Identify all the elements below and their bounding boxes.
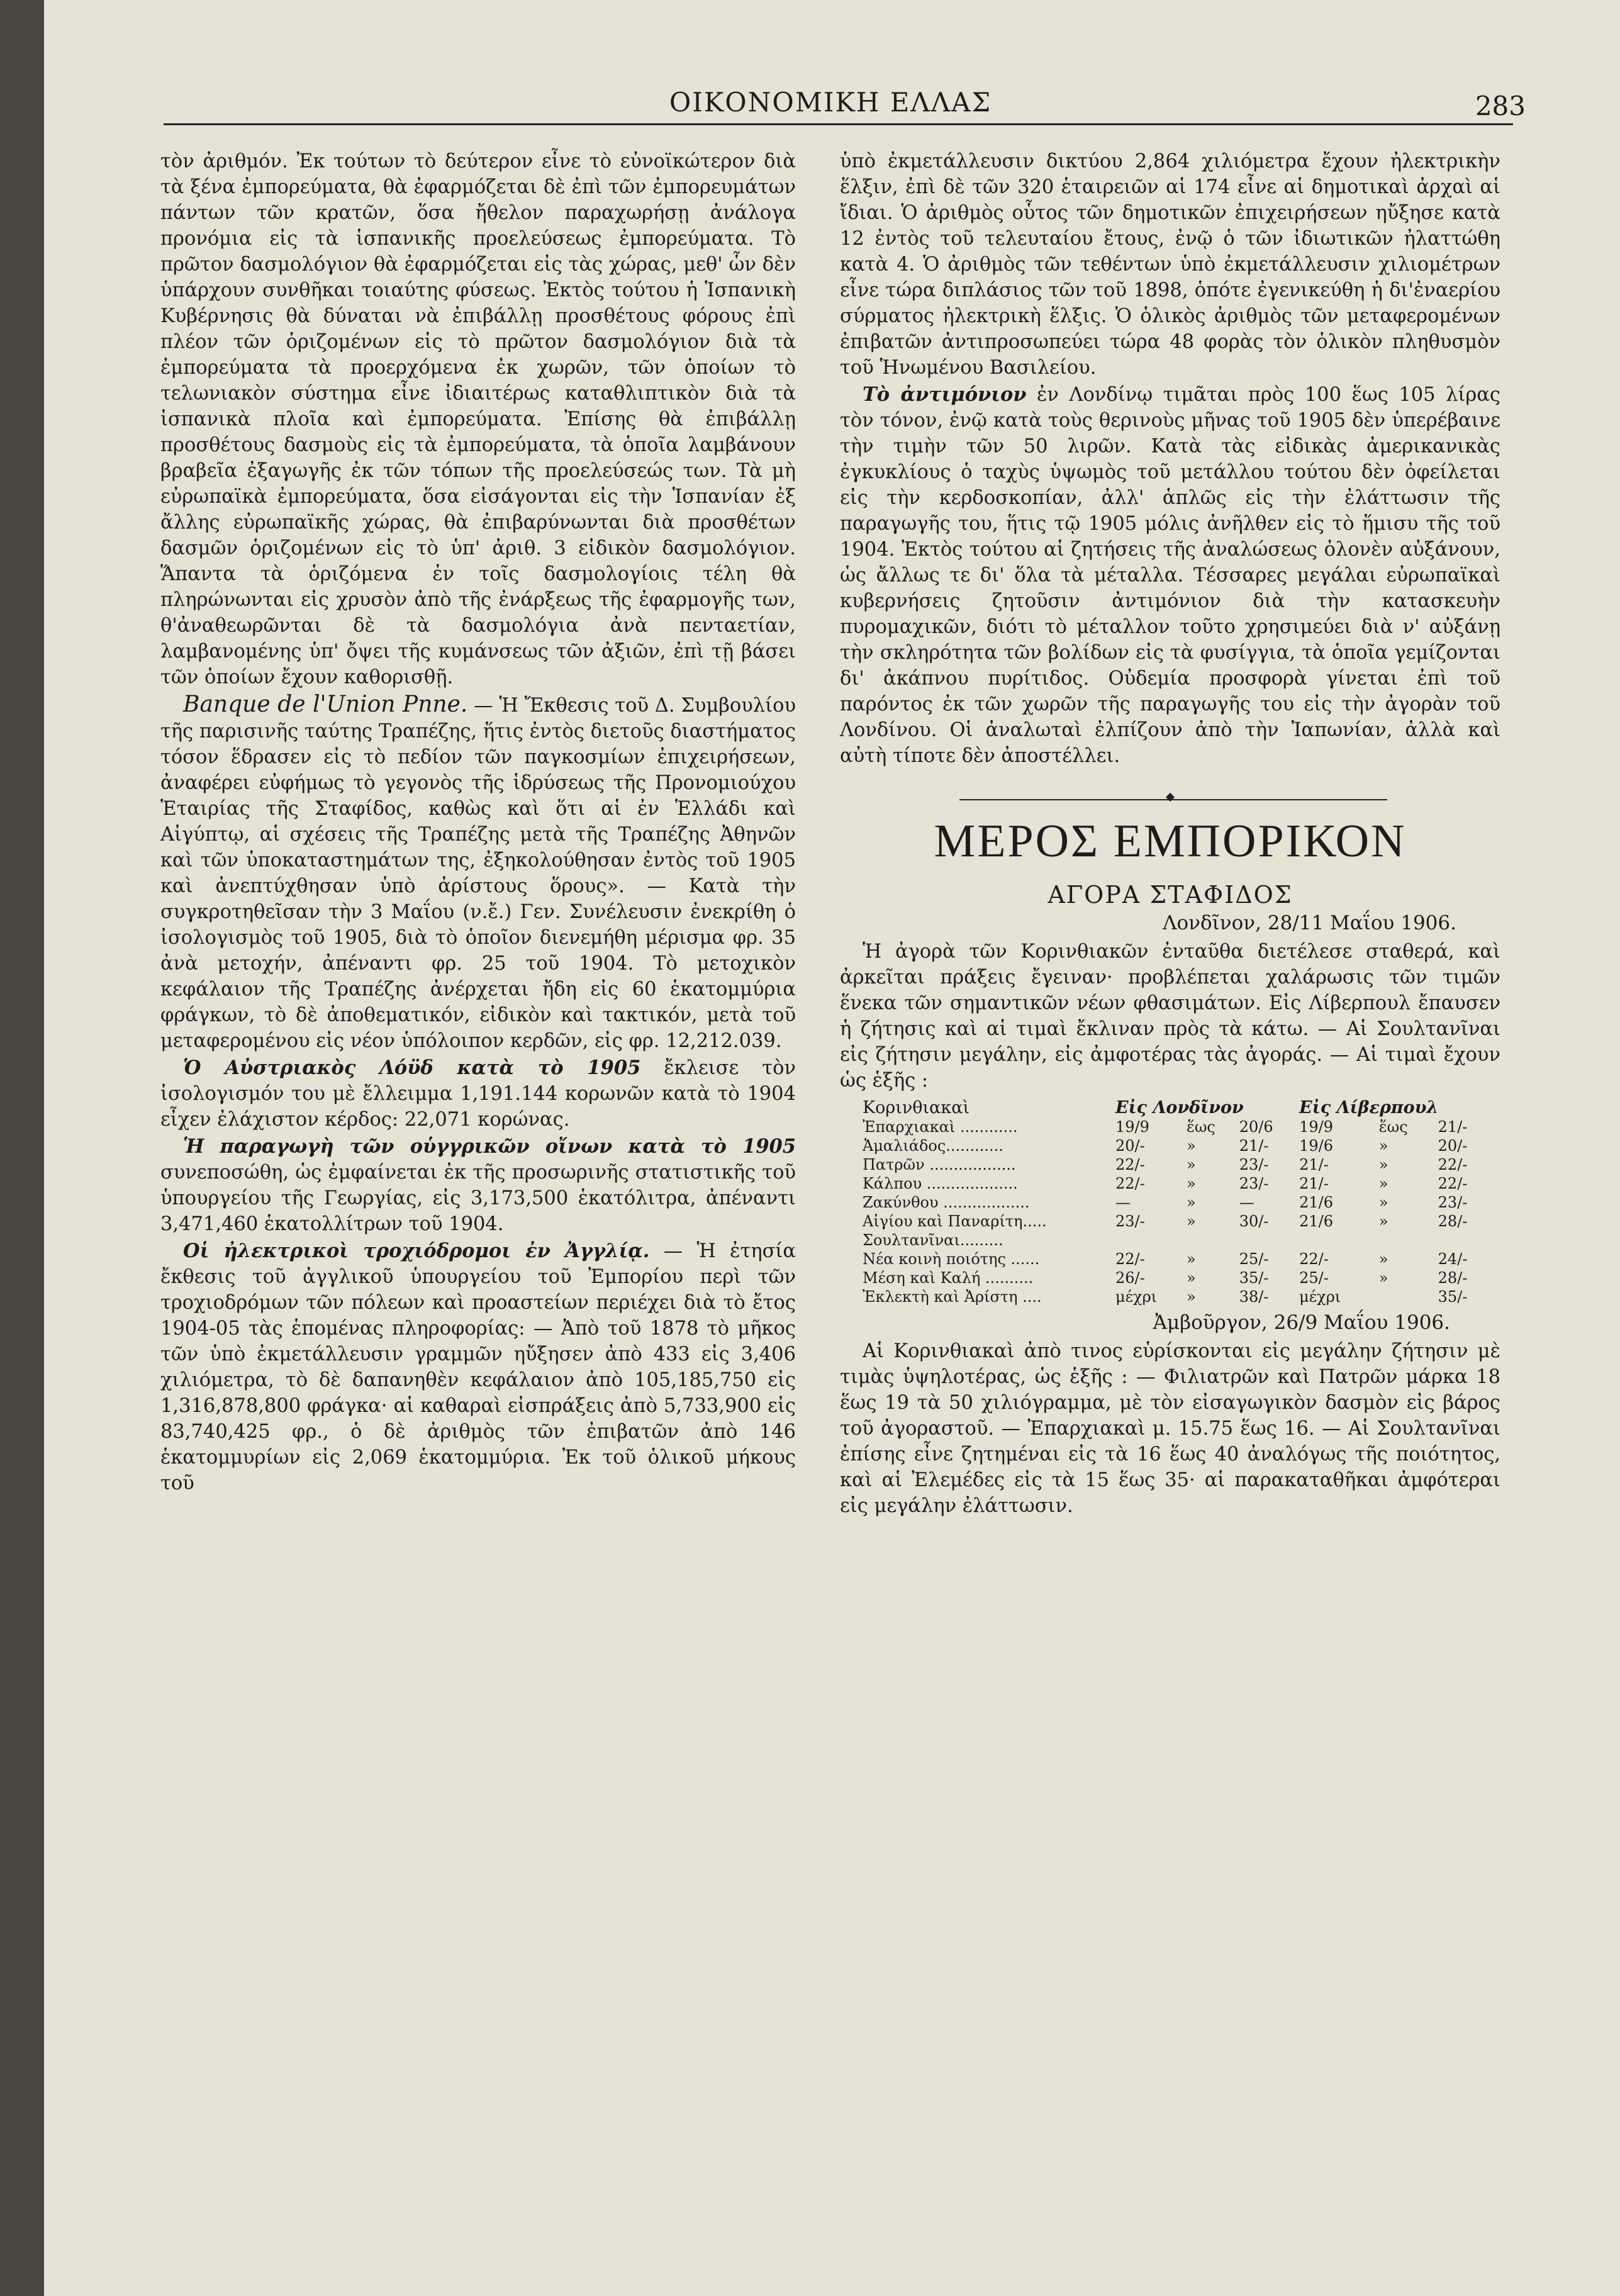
table-cell-li: 21/6	[1299, 1194, 1334, 1211]
table-cell-name: Αἰγίου καὶ Παναρίτη.....	[863, 1212, 1047, 1230]
paragraph-body: ἔκλεισε τὸν ἰσολογισμόν του μὲ ἔλλειμμα 1,191.144 κορωνῶν κατὰ τὸ 1904 εἶχεν ἐλάχιστον κέρδος: 22,071 κορώνας.	[160, 1057, 796, 1131]
paragraph-lead: Οἱ ἠλεκτρικοὶ τροχιόδρομοι ἐν Ἀγγλίᾳ.	[183, 1240, 650, 1262]
table-cell-sep2	[1375, 1231, 1434, 1250]
table-cell-li2	[1434, 1231, 1494, 1250]
table-row	[859, 1193, 1494, 1212]
table-cell-sep2: »	[1378, 1137, 1388, 1155]
table-cell-lo: 22/-	[1115, 1250, 1145, 1268]
header-london: Εἰς Λονδῖνον	[1115, 1098, 1244, 1117]
table-cell-sep2	[1375, 1287, 1434, 1306]
paragraph-body: ἐν Λονδίνῳ τιμᾶται πρὸς 100 ἕως 105 λίρας τὸν τόνον, ἐνῷ κατὰ τοὺς θερινοὺς μῆνας τοῦ 1905 δὲν ὑπερέβαινε τὴν τιμὴν τῶν 50 λιρῶν. Κατὰ τὰς εἰδικὰς ἀμερικανικὰς ἐγκυκλίους ὁ ταχὺς ὑψωμὸς τοῦ μετάλλου τούτου δὲν ὀφείλεται εἰς τὴν κερδοσκοπίαν, ἀλλ' ἁπλῶς εἰς τὴν ἐλάττωσιν τῆς παραγωγῆς του, ἥτις τῷ 1905 μόλις ἀνῆλθεν εἰς τὸ ἥμισυ τῆς τοῦ 1904. Ἐκτὸς τούτου αἱ ζητήσεις τῆς ἀναλώσεως ὁλονὲν αὐξάνουν, ὡς ἄλλως τε δι' ὅλα τὰ μέταλλα. Τέσσαρες μεγάλαι εὐρωπαϊκαὶ κυβερνήσεις ζητοῦσιν ἀντιμόνιον διὰ τὴν κατασκευὴν πυρομαχικῶν, διότι τὸ μέταλλον τοῦτο χρησιμεύει διὰ ν' αὐξάνῃ τὴν σκληρότητα τῶν βολίδων εἰς τὰ φυσίγγια, τὰ ὁποῖα γεμίζονται δι' ἀκάπνου πυρίτιδος. Οὐδεμία προσφορὰ γίνεται ἐπὶ τοῦ παρόντος ἐκ τῶν χωρῶν τῆς παραγωγῆς του εἰς τὴν ἀγορὰν τοῦ Λονδίνου. Οἱ ἀναλωταὶ ἐλπίζουν ἀπὸ τὴν Ἰαπωνίαν, ἀλλὰ καὶ αὐτὴ τίποτε δὲν ἀποστέλλει.	[840, 384, 1500, 767]
table-cell-lo	[1112, 1231, 1183, 1250]
price-table-body	[859, 1117, 1494, 1306]
table-cell-sep1: »	[1186, 1269, 1196, 1287]
paragraph-lead: Banque de l'Union Pnne.	[183, 692, 468, 717]
table-cell-name: Πατρῶν ..................	[863, 1156, 1016, 1173]
table-cell-li2: 20/-	[1438, 1137, 1468, 1155]
paragraph-body: — Ἡ ἐτησία ἔκθεσις τοῦ ἀγγλικοῦ ὑπουργείου τοῦ Ἐμπορίου περὶ τῶν τροχιοδρόμων τῶν πόλεων καὶ προαστείων περιέχει διὰ τὸ ἔτος 1904-05 τὰς ἑπομένας πληροφορίας: — Ἀπὸ τοῦ 1878 τὸ μῆκος τῶν ὑπὸ ἐκμετάλλευσιν γραμμῶν ηὔξησεν ἀπὸ 433 εἰς 3,406 χιλιόμετρα, τὸ δὲ δαπανηθὲν κεφάλαιον ἀπὸ 105,185,750 εἰς 1,316,878,800 φράγκα· αἱ καθαραὶ εἰσπράξεις ἀπὸ 5,733,900 εἰς 83,740,425 φρ., ὁ δὲ ἀριθμὸς τῶν ἐπιβατῶν ἀπὸ 146 ἑκατομμυρίων εἰς 2,069 ἑκατομμύρια. Ἐκ τοῦ ὁλικοῦ μήκους τοῦ	[160, 1240, 796, 1494]
paragraph: τὸν ἀριθμόν. Ἐκ τούτων τὸ δεύτερον εἶνε τὸ εὐνοϊκώτερον διὰ τὰ ξένα ἐμπορεύματα, θὰ ἐφαρμόζεται δὲ ἐπὶ τῶν ἐμπορευμάτων πάντων τῶν κρατῶν, ὅσα ἤθελον παραχωρήσῃ ἀνάλογα προνόμια εἰς τὰ ἱσπανικῆς προελεύσεως ἐμπορεύματα. Τὸ πρῶτον δασμολόγιον θὰ ἐφαρμόζεται εἰς τὰς χώρας, μεθ' ὧν δὲν ὑπάρχουν συνθῆκαι τοιαύτης φύσεως. Ἐκτὸς τούτου ἡ Ἱσπανικὴ Κυβέρνησις θὰ δύναται νὰ ἐπιβάλλῃ προσθέτους φόρους ἐπὶ πλέον τῶν ὁριζομένων εἰς τὸ πρῶτον δασμολόγιον διὰ τὰ ἐμπορεύματα τὰ προερχόμενα ἐκ χωρῶν, τῶν ὁποίων τὸ τελωνιακὸν σύστημα εἶνε ἰδιαιτέρως καταθλιπτικὸν διὰ τὰ ἱσπανικὰ πλοῖα καὶ ἐμπορεύματα. Ἐπίσης θὰ ἐπιβάλλῃ προσθέτους δασμοὺς εἰς τὰ ἐμπορεύματα, τὰ ὁποῖα λαμβάνουν βραβεῖα ἐξαγωγῆς ἐκ τῶν τόπων τῆς προελεύσεώς των. Τὰ μὴ εὐρωπαϊκὰ ἐμπορεύματα, ὅσα εἰσάγονται εἰς τὴν Ἱσπανίαν ἐξ ἄλλης εὐρωπαϊκῆς χώρας, θὰ ἐπιβαρύνωνται διὰ προσθέτων δασμῶν ὁριζομένων εἰς τὸ ὑπ' ἀριθ. 3 εἰδικὸν δασμολόγιον. Ἅπαντα τὰ ὁριζόμενα ἐν τοῖς δασμολογίοις τέλη θὰ πληρώνωνται εἰς χρυσὸν ἀπὸ τῆς ἐνάρξεως τῆς ἐφαρμογῆς των, θ'ἀναθεωρῶνται δὲ τὰ δασμολόγια ἀνὰ πενταετίαν, λαμβανομένης ὑπ' ὄψει τῆς κυμάνσεως τῶν ἀξιῶν, ἐπὶ τῇ βάσει τῶν ὁποίων ἔχουν καθορισθῇ.	[160, 150, 796, 688]
page-header	[44, 87, 1620, 125]
table-cell-sep1: »	[1186, 1288, 1196, 1306]
paragraph	[160, 692, 796, 1054]
paragraph-lead: Ἡ παραγωγὴ τῶν οὑγγρικῶν οἴνων κατὰ τὸ 1905	[183, 1135, 796, 1158]
table-cell-lo2: 35/-	[1239, 1269, 1269, 1287]
paragraph-body: συνεποσώθη, ὡς ἐμφαίνεται ἐκ τῆς προσωρινῆς στατιστικῆς τοῦ ὑπουργείου τῆς Γεωργίας, εἰς 3,173,500 ἑκατόλιτρα, ἀπέναντι 3,471,460 ἑκατολλίτρων τοῦ 1904.	[160, 1162, 796, 1235]
page-number: 283	[1475, 91, 1526, 121]
table-cell-lo2: 30/-	[1239, 1212, 1269, 1230]
table-cell-li2: 35/-	[1438, 1288, 1468, 1306]
table-cell-lo2: —	[1239, 1194, 1254, 1211]
paragraph	[160, 1134, 796, 1237]
paragraph: ὑπὸ ἐκμετάλλευσιν δικτύου 2,864 χιλιόμετρα ἔχουν ἠλεκτρικὴν ἕλξιν, ἐπὶ δὲ τῶν 320 ἑταιρειῶν αἱ 174 εἶνε αἱ δημοτικαὶ ἀρχαὶ αἱ ἴδιαι. Ὁ ἀριθμὸς οὗτος τῶν δημοτικῶν ἐπιχειρήσεων ηὔξησε κατὰ 12 ἐντὸς τοῦ τελευταίου ἔτους, ἐνῷ ὁ τῶν ἰδιωτικῶν ἠλαττώθη κατὰ 4. Ὁ ἀριθμὸς τῶν τεθέντων ὑπὸ ἐκμετάλλευσιν χιλιομέτρων εἶνε τώρα διπλάσιος τῶν τοῦ 1898, ὁπότε ἐγενικεύθη ἡ δι'ἐναερίου σύρματος ἠλεκτρικὴ ἕλξις. Ὁ ὁλικὸς ἀριθμὸς τῶν μεταφερομένων ἐπιβατῶν ἀντιπροσωπεύει τώρα 48 φορὰς τὸν ὁλικὸν πληθυσμὸν τοῦ Ἡνωμένου Βασιλείου.	[840, 150, 1500, 379]
table-cell-li: 21/-	[1299, 1156, 1329, 1173]
section-divider	[840, 790, 1500, 809]
header-liverpool: Εἰς Λίβερπουλ	[1299, 1098, 1439, 1117]
table-cell-lo2: 38/-	[1239, 1288, 1269, 1306]
table-cell-lo2: 25/-	[1239, 1250, 1269, 1268]
table-cell-name: Ἐπαρχιακαὶ ............	[863, 1118, 1018, 1136]
table-cell-lo: 20/-	[1115, 1137, 1145, 1155]
table-row	[859, 1250, 1494, 1268]
page	[44, 0, 1620, 2296]
table-cell-name: Σουλτανῖναι.........	[863, 1231, 1003, 1249]
table-cell-lo2	[1236, 1231, 1295, 1250]
left-column	[160, 148, 796, 1498]
table-cell-li: 21/-	[1299, 1175, 1329, 1192]
price-table-header	[859, 1099, 1494, 1117]
dateline: Λονδῖνον, 28/11 Μαΐου 1906.	[1163, 912, 1456, 934]
section-title: ΜΕΡΟΣ ΕΜΠΟΡΙΚΟΝ	[934, 815, 1407, 867]
table-row	[859, 1136, 1494, 1155]
section-subtitle: ΑΓΟΡΑ ΣΤΑΦΙΔΟΣ	[1047, 881, 1293, 909]
table-cell-li2: 28/-	[1438, 1269, 1468, 1287]
paragraph-lead: Ὁ Αὐστριακὸς Λόϋδ κατὰ τὸ 1905	[183, 1056, 641, 1079]
table-cell-li: 19/6	[1299, 1137, 1334, 1155]
table-cell-sep2: »	[1378, 1175, 1388, 1192]
table-row	[859, 1231, 1494, 1250]
table-cell-lo2: 23/-	[1239, 1175, 1269, 1192]
table-cell-sep1: »	[1186, 1250, 1196, 1268]
table-cell-lo: 22/-	[1115, 1175, 1145, 1192]
table-cell-name: Ἀμαλιάδος............	[863, 1137, 1003, 1155]
table-cell-li: 19/9	[1299, 1118, 1334, 1136]
table-row	[859, 1287, 1494, 1306]
table-cell-name: Μέση καὶ Καλή ..........	[863, 1269, 1034, 1287]
paragraph: Ἡ ἀγορὰ τῶν Κορινθιακῶν ἐνταῦθα διετέλεσε σταθερά, καὶ ἀρκεῖται πράξεις ἔγειναν· προβλέπεται χαλάρωσις τῶν τιμῶν ἕνεκα τῶν σημαντικῶν νέων φθασιμάτων. Εἰς Λίβερπουλ ἔπαυσεν ἡ ζήτησις καὶ αἱ τιμαὶ ἔκλιναν πρὸς τὰ κάτω. — Αἱ Σουλτανῖναι εἰς ζήτησιν μεγάλην, εἰς ἀμφοτέρας τὰς ἀγοράς. — Αἱ τιμαὶ ἔχουν ὡς ἑξῆς :	[840, 941, 1500, 1092]
table-cell-li2: 22/-	[1438, 1156, 1468, 1173]
table-cell-li	[1295, 1231, 1375, 1250]
table-cell-name: Νέα κοινὴ ποιότης ......	[863, 1250, 1040, 1268]
dateline: Ἀμβοῦργον, 26/9 Μαΐου 1906.	[1153, 1311, 1450, 1334]
table-cell-sep1: ἕως	[1186, 1118, 1215, 1136]
table-cell-sep2: »	[1378, 1250, 1388, 1268]
table-row	[859, 1174, 1494, 1193]
table-cell-sep2: »	[1378, 1269, 1388, 1287]
table-cell-lo: 26/-	[1115, 1269, 1145, 1287]
table-cell-sep1: »	[1186, 1212, 1196, 1230]
table-cell-li2: 21/-	[1438, 1118, 1468, 1136]
table-cell-name: Ἐκλεκτὴ καὶ Ἀρίστη ....	[863, 1288, 1042, 1306]
header-rule	[164, 123, 1513, 125]
table-cell-sep1	[1183, 1231, 1236, 1250]
divider-line	[959, 799, 1387, 800]
table-cell-name: Κάλπου ...................	[863, 1175, 1018, 1192]
table-cell-lo2: 23/-	[1239, 1156, 1269, 1173]
table-cell-lo: μέχρι	[1115, 1288, 1158, 1306]
table-row	[859, 1117, 1494, 1136]
table-cell-li2: 24/-	[1438, 1250, 1468, 1268]
table-cell-li2: 22/-	[1438, 1175, 1468, 1192]
table-cell-sep2: »	[1378, 1156, 1388, 1173]
table-cell-li: 21/6	[1299, 1212, 1334, 1230]
table-cell-lo: 23/-	[1115, 1212, 1145, 1230]
paragraph: Αἱ Κορινθιακαὶ ἀπὸ τινος εὑρίσκονται εἰς μεγάλην ζήτησιν μὲ τιμὰς ὑψηλοτέρας, ὡς ἑξῆς : — Φιλιατρῶν καὶ Πατρῶν μάρκα 18 ἕως 19 τὰ 50 χιλιόγραμμα, μὲ τὸν εἰσαγωγικὸν δασμὸν εἰς βάρος τοῦ ἀγοραστοῦ. — Ἐπαρχιακαὶ μ. 15.75 ἕως 16. — Αἱ Σουλτανῖναι ἐπίσης εἶνε ζητημέναι εἰς τὰ 16 ἕως 40 ἀναλόγως τῆς ποιότητος, καὶ αἱ Ἐλεμέδες εἰς τὰ 15 ἕως 35· αἱ παρακαταθῆκαι ἀμφότεραι εἰς μεγάλην ἐλάττωσιν.	[840, 1340, 1500, 1517]
right-column	[840, 148, 1500, 1520]
table-row	[859, 1212, 1494, 1231]
table-cell-name: Ζακύνθου ..................	[863, 1194, 1030, 1211]
table-cell-li: 22/-	[1299, 1250, 1329, 1268]
paragraph-body: — Ἡ Ἔκθεσις τοῦ Δ. Συμβουλίου τῆς παρισινῆς ταύτης Τραπέζης, ἥτις ἐντὸς διετοῦς διαστήματος τόσον ἕδρασεν εἰς τὸ πεδίον τῶν παγκοσμίων ἐπιχειρήσεων, ἀναφέρει εὐφήμως τὸ γεγονὸς τῆς ἱδρύσεως τῆς Προνομιούχου Ἑταιρίας τῆς Σταφίδος, καθὼς καὶ ὅτι αἱ ἐν Ἑλλάδι καὶ Αἰγύπτῳ, αἱ σχέσεις τῆς Τραπέζης μετὰ τῆς Τραπέζης Ἀθηνῶν καὶ τῶν ὑποκαταστημάτων της, ἐξηκολούθησαν ἐντὸς τοῦ 1905 καὶ ἀνεπτύχθησαν ὑπὸ ἀρίστους ὅρους». — Κατὰ τὴν συγκροτηθεῖσαν τὴν 3 Μαΐου (ν.ἔ.) Γεν. Συνέλευσιν ἐνεκρίθη ὁ ἰσολογισμὸς τοῦ 1905, διὰ τὸ ὁποῖον διενεμήθη μέρισμα φρ. 35 ἀνὰ μετοχήν, ἀπέναντι φρ. 25 τοῦ 1904. Τὸ μετοχικὸν κεφάλαιον τῆς Τραπέζης ἀνέρχεται ἤδη εἰς 60 ἑκατομμύρια φράγκων, τὸ δὲ ἀποθεματικόν, εἰδικὸν καὶ τακτικόν, μετὰ τοῦ μεταφερομένου εἰς νέον ὑπόλοιπον κερδῶν, εἰς φρ. 12,212.039.	[160, 695, 796, 1052]
table-row	[859, 1268, 1494, 1287]
table-row	[859, 1155, 1494, 1174]
table-cell-sep1: »	[1186, 1194, 1196, 1211]
paragraph-lead: Τὸ ἀντιμόνιον	[863, 383, 1027, 406]
table-cell-sep1: »	[1186, 1156, 1196, 1173]
table-cell-li2: 28/-	[1438, 1212, 1468, 1230]
paragraph	[840, 382, 1500, 769]
table-cell-sep2: »	[1378, 1194, 1388, 1211]
table-cell-li2: 23/-	[1438, 1194, 1468, 1211]
paragraph	[160, 1238, 796, 1496]
paragraph	[160, 1055, 796, 1133]
running-title: ΟΙΚΟΝΟΜΙΚΗ ΕΛΛΑΣ	[669, 87, 992, 118]
table-cell-sep1: »	[1186, 1175, 1196, 1192]
table-cell-lo2: 21/-	[1239, 1137, 1269, 1155]
table-cell-li: μέχρι	[1299, 1288, 1341, 1306]
table-cell-lo: 22/-	[1115, 1156, 1145, 1173]
table-cell-lo2: 20/6	[1239, 1118, 1273, 1136]
table-cell-sep2: ἕως	[1378, 1118, 1408, 1136]
header-name: Κορινθιακαὶ	[863, 1098, 970, 1117]
table-cell-lo: 19/9	[1115, 1118, 1149, 1136]
table-cell-lo: —	[1115, 1194, 1131, 1211]
table-cell-li: 25/-	[1299, 1269, 1329, 1287]
table-cell-sep2: »	[1378, 1212, 1388, 1230]
price-table	[859, 1099, 1494, 1306]
table-cell-sep1: »	[1186, 1137, 1196, 1155]
